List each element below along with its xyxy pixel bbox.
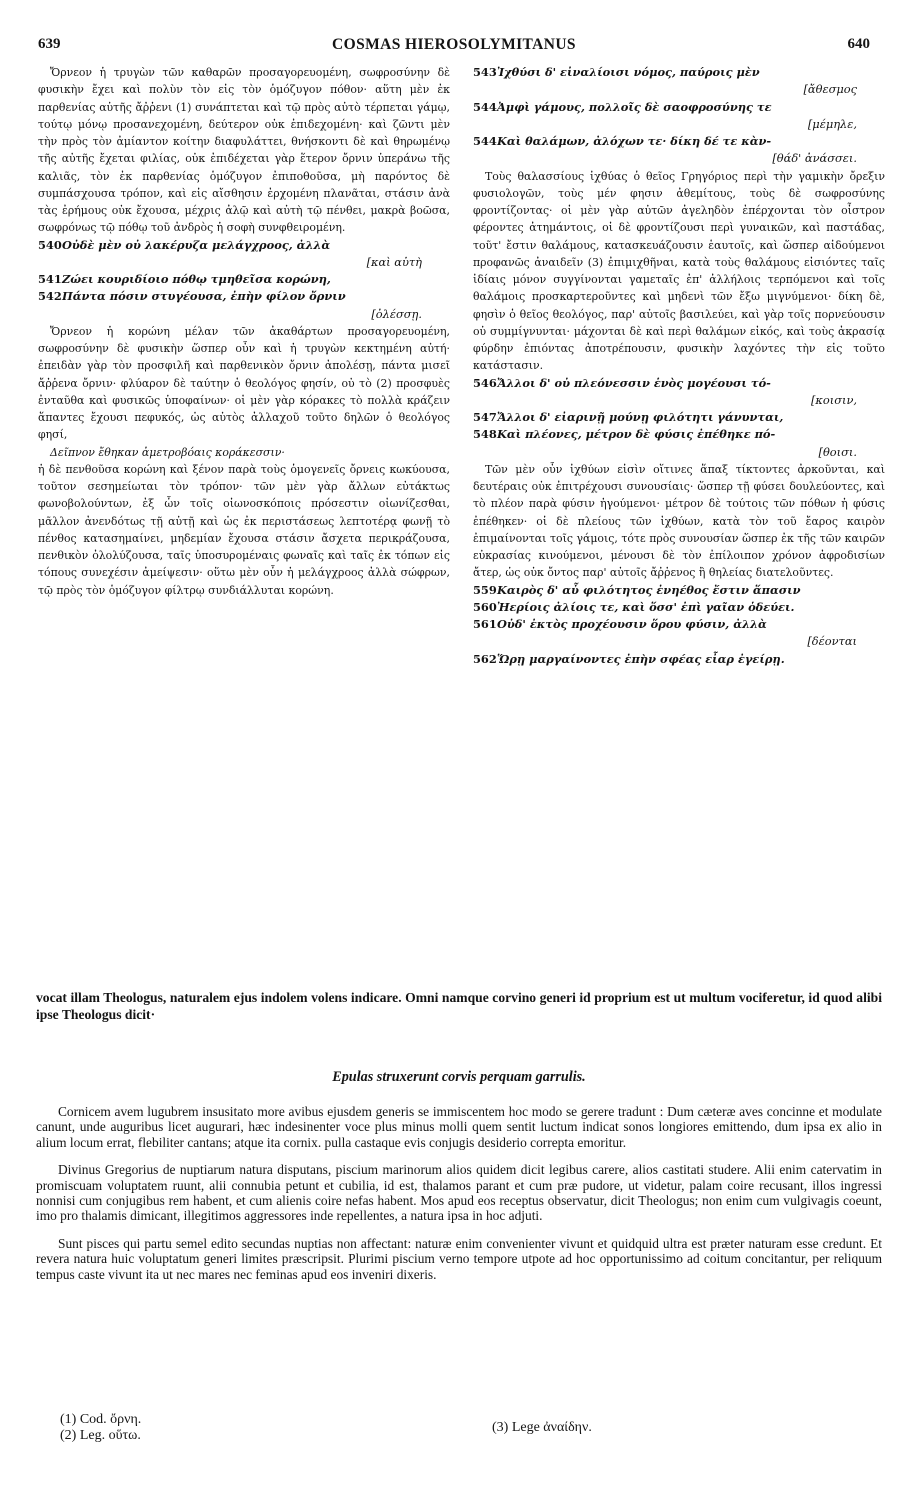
verse-continuation: [ἄθεσμος	[803, 82, 857, 97]
verse-continuation: [θοισι.	[818, 444, 857, 459]
left-column	[38, 64, 450, 599]
verse-number: 562	[473, 651, 497, 666]
verse-text: Ἀμφὶ γάμους, πολλοῖς δὲ σαοφροσύνης τε	[496, 99, 772, 114]
paragraph: Ὄρνεον ἡ κορώνη μέλαν τῶν ἀκαθάρτων προσαγορευομένη, σωφροσύνην δὲ φυσικὴν ὥσπερ οὖν καὶ ἡ τρυγὼν κεκτημένη αὐτή· ἐπειδὰν γὰρ τὸν προσφιλῆ καὶ παρθενικὸν ὄρνιν ἀπολέσῃ, πάντα μισεῖ ἄῤῥενα ὄρνιν· φλύαρον δὲ ταύτην ὁ θεολόγος φησίν, οὐ τὸ (2) προσφυὲς ἐνταῦθα καὶ φυσικῶς ὑποφαίνων· οἱ μὲν γὰρ κόρακες τὸ πολλὰ κράζειν ἅπαντες ἔχουσι πεφυκός, ὡς αὐτὸς ἀλλαχοῦ τοῦτο δηλῶν ὁ θεολόγος φησί,	[38, 324, 450, 442]
verse-continuation: [ὀλέσσῃ.	[371, 306, 422, 321]
verse-number: 540	[38, 237, 62, 252]
paragraph: ἡ δὲ πενθοῦσα κορώνη καὶ ξένον παρὰ τοὺς ὁμογενεῖς ὄρνεις κωκύουσα, τοῦτον σεσημείωται τὸν τρόπον· τῶν μὲν γὰρ ἄλλων εὐτάκτως φωνοβολούντων, ἐξ ὧν τοῖς οἰωνοσκόποις πρόσεστιν οἰωνίζεσθαι, μᾶλλον ἀνενδότως τῇ αὐτῇ καὶ ὡς ἐκ περιστάσεως λεπτοτέρᾳ φωνῇ τὸ πένθος κατασημαίνει, μηδεμίαν ἔχουσα στάσιν ἄσχετα περικράζουσα, πενθικὸν ὀλολύζουσα, ταῖς ὑποσυρομέναις φωναῖς καὶ ταῖς ἐκ τόπων εἰς τόπους συνεχέσιν ἀμείψεσιν· οὕτω μὲν οὖν ἡ μελάγχροος ἀλλὰ σώφρων, τῷ πρὸς τὸν ὁμόζυγον φίλτρῳ συνδιάλλυται κορώνη.	[38, 462, 450, 597]
footnotes-right	[492, 1420, 852, 1436]
running-title: COSMAS HIEROSOLYMITANUS	[332, 36, 576, 53]
verse-line	[473, 99, 885, 134]
verse-text: Οὐδ' ἐκτὸς προχέουσιν ὅρου φύσιν, ἀλλὰ	[496, 617, 767, 631]
verse-line	[473, 582, 885, 599]
verse-text: Καὶ πλέονες, μέτρον δὲ φύσις ἐπέθηκε πό-	[496, 427, 776, 442]
verse-text: Ζώει κουριδίοιο πόθῳ τμηθεῖσα κορώνη,	[61, 272, 331, 286]
verse-block	[473, 375, 885, 461]
verse-number: 561	[473, 617, 497, 631]
footnotes-left	[60, 1412, 440, 1444]
verse-continuation: [κοισιν,	[810, 392, 857, 407]
page-number-left: 639	[38, 36, 61, 52]
verse-text: Ἠερίοις ἀλίοις τε, καὶ ὅσσ' ἐπὶ γαῖαν ὁδεύει.	[496, 599, 795, 614]
verse-number: 546	[473, 375, 497, 390]
paragraph: Ὄρνεον ἡ τρυγὼν τῶν καθαρῶν προσαγορευομένη, σωφροσύνην δὲ φυσικὴν ἔχει καὶ πολὺν τὸν εἰς τὸν ὁμόζυγον πόθον· αὕτη μὲν ἐκ παρθενίας αὐτῆς ἄῤῥενι (1) συνάπτεται καὶ τῷ πρὸς αὐτὸ τέρπεται γάμῳ, τούτῳ μόνῳ προσανεχομένη, δεύτερον οὐκ ἐπιδεχομένη· καὶ ζῶντι μὲν τὴν πρὸς τὸν ἀμίαντον κοίτην διαφυλάττει, θνήσκοντι δὲ καὶ θηρωμένῳ τῆς αὐτῆς ἔχεται φιλίας, οὐκ ἐπιδέχεται γὰρ ἕτερον ὄρνιν ὑπεράνω τῆς καλιᾶς, τὸν ἐκ παρθενίας ὁμόζυγον ἐπιποθοῦσα, μὴ παρόντος δὲ συμπάσχουσα τρόπον, καὶ εἰς αἴσθησιν ἐρχομένη πλανᾶται, στάσιν ἀνὰ τὰς ἐρήμους οὐκ ἔχουσα, μέχρις ἀλῷ καὶ αὐτὴ τῷ πένθει, μακρὰ βοῶσα, σωφρόνως τῷ πόθῳ τοῦ ἀνδρὸς ἡ σοφὴ συνφθειρομένη.	[38, 66, 450, 235]
verse-line	[473, 599, 885, 616]
latin-heading: Epulas struxerunt corvis perquam garrulis.	[332, 1069, 586, 1085]
latin-paragraph: Divinus Gregorius de nuptiarum natura disputans, piscium marinorum alios quidem dicit legibus carere, alios castitati studere. Alii enim catervatim in promiscuam voluptatem ruunt, alii connubia petunt et cubilia, id est, thalamos parant et cum præ pudore, ut videtur, palam coire recusant, illos ingressi nonnisi cum conjugibus rem habent, et cum alienis coire nefas habent. Mos apud eos receptus observatur, dicit Theologus; non enim cum vulgivagis coeunt, imo pro thalamis dimicant, illegitimos aggressores inde repellentes, a natura ipsa in hoc adjuti.	[36, 1162, 882, 1224]
verse-number: 559	[473, 582, 497, 597]
paragraph: Τοὺς θαλασσίους ἰχθύας ὁ θεῖος Γρηγόριος περὶ τὴν γαμικὴν ὄρεξιν φυσιολογῶν, τοὺς μέν φησιν ἀθεμίτους, τοὺς δὲ σωφροσύνης φροντίζοντας· οἱ μὲν γὰρ αὐτῶν ἀγεληδὸν ἐπέρχονται τὸν οἶστρον φέροντες ἀτημάντοις, οἱ δὲ φροντίζουσι περὶ γυναικῶν, καὶ παστάδας, τοῦτ' ἔστιν θαλάμους, κατασκευάζουσιν ἑαυτοῖς, καὶ ὥσπερ αἰδούμενοι προφανῶς ἀναιδεῖν (3) ἐπιμιχθῆναι, κατὰ τοὺς θαλάμους εἰσιόντες ταῖς ἰδίαις μόνον συγγίνονται γαμεταῖς ἐπ' ἀλλήλοις τερπόμενοι καὶ τοῖς θαλάμοις προσκαρτεροῦντες καὶ μηδενὶ τῶν ἔξω μιγνύμενοι· δίκη δὲ, φησὶν ὁ θεῖος θεολόγος, παρ' αὐτοῖς βασιλεύει, καὶ γὰρ τοῖς πορνεύουσιν οὐ συμμίγνυνται· μάχονται δὲ καὶ περὶ θαλάμων εἰκός, καὶ τοὺς ἀκρασίᾳ φύρδην ἐπιόντας ἀποτρέπουσιν, φυσικὴν λαχόντες τὴν εἰς τοῦτο κατάστασιν.	[473, 169, 885, 373]
verse-text: Ἄλλοι δ' οὐ πλεόνεσσιν ἑνὸς μογέουσι τό-	[496, 375, 771, 390]
latin-paragraph: Cornicem avem lugubrem insusitato more avibus ejusdem generis se immiscentem hoc modo se gerere tradunt : Dum cæteræ aves concinne et modulate canunt, unde auguribus licet augurari, hæc indesinenter voce plus minus molli quem sentit luctum indicat sonos longiores emittendo, dum ipsa ex alio in alium locum errat, flebiliter cantans; atque ita cornix. pulla castaque evis conjugis desiderio correpta emoritur.	[36, 1104, 882, 1150]
verse-number: 544	[473, 134, 497, 148]
verse-line	[38, 271, 450, 288]
verse-number: 560	[473, 599, 497, 614]
verse-number: 547	[473, 410, 497, 424]
verse-text: Καὶ θαλάμων, ἀλόχων τε· δίκη δέ τε κὰν-	[496, 134, 772, 148]
verse-text: Ὥρῃ μαργαίνοντες ἐπὴν σφέας εἶαρ ἐγείρῃ.	[496, 651, 785, 666]
verse-block	[473, 64, 885, 168]
latin-paragraph: Sunt pisces qui partu semel edito secundas nuptias non affectant: naturæ enim convenienter vivunt et quidquid ultra est præter naturam esse credunt. Et revera natura huic voluptatum generi limites præscripsit. Plurimi piscium verno tempore utpote ad hoc opportunissimo ad coitum concitantur, per reliquum tempus caste vivunt ita ut nec mares nec feminas apud eos inveniri dixeris.	[36, 1235, 882, 1282]
verse-line	[38, 237, 450, 272]
verse-line	[38, 288, 450, 323]
verse-line	[473, 375, 885, 410]
verse-line	[473, 133, 885, 168]
verse-block	[473, 582, 885, 668]
latin-intro: vocat illam Theologus, naturalem ejus indolem volens indicare. Omni namque corvino generi id proprium est ut multum vociferetur, id quod alibi ipse Theologus dicit·	[36, 990, 882, 1022]
verse-number: 544	[473, 99, 497, 114]
verse-number: 548	[473, 427, 497, 442]
page-number-right: 640	[847, 36, 870, 52]
verse-line	[473, 409, 885, 426]
footnote: (1) Cod. ὄρνη.	[60, 1412, 142, 1427]
paragraph: Τῶν μὲν οὖν ἰχθύων εἰσὶν οἵτινες ἅπαξ τίκτοντες ἀρκοῦνται, καὶ δευτέραις οὐκ ἐπιτρέχουσι συνουσίαις· ὥσπερ τῇ φύσει δουλεύοντες, καὶ τὸ πλέον παρὰ φύσιν ἡγούμενοι· μέτρον δὲ τούτοις τῶν πόθων ἡ φύσις ἐπέθηκεν· οἱ δὲ πλείους τῶν ἰχθύων, κατὰ τὸν τοῦ ἔαρος καιρὸν ἐπιμαίνονται τοῖς γάμοις, τότε πρὸς συνουσίαν ὥσπερ ἐκ τῆς τῶν καιρῶν εὐκρασίας κινούμενοι, μένουσι δὲ τὸν ἐπίλοιπον χρόνον ἀφροδισίων ἄτερ, ὡς οὐκ ὄντος παρ' αὐτοῖς ἄῤῥενος ἢ θηλείας διατελοῦντες.	[473, 462, 885, 580]
verse-number: 542	[38, 289, 62, 304]
verse-block	[38, 237, 450, 323]
footnote: (3) Lege ἀναίδην.	[492, 1420, 592, 1435]
verse-line	[473, 64, 885, 99]
verse-text: Καιρὸς δ' αὖ φιλότητος ἐνηέθος ἔστιν ἅπασιν	[496, 582, 801, 597]
verse-continuation: [θάδ' ἀνάσσει.	[772, 151, 857, 166]
verse-number: 541	[38, 272, 62, 286]
verse-continuation: [καὶ αὐτὴ	[366, 254, 422, 269]
verse-continuation: [μέμηλε,	[807, 116, 857, 131]
verse-text: Ἰχθύσι δ' εἰναλίοισι νόμος, παύροις μὲν	[496, 65, 760, 79]
running-header	[38, 36, 870, 56]
footnote: (2) Leg. οὕτω.	[60, 1428, 141, 1443]
right-column	[473, 64, 885, 668]
verse-line	[473, 616, 885, 651]
verse-line	[473, 651, 885, 668]
verse-text: Οὐδὲ μὲν οὐ λακέρυζα μελάγχροος, ἀλλὰ	[61, 237, 331, 252]
verse-number: 543	[473, 65, 497, 79]
verse-continuation: [δέονται	[807, 634, 857, 649]
verse-text: Πάντα πόσιν στυγέουσα, ἐπὴν φίλον ὄρνιν	[61, 289, 346, 304]
verse-line	[473, 426, 885, 461]
latin-translation	[36, 1104, 882, 1294]
verse-quote: Δεῖπνον ἔθηκαν ἀμετροβόαις κοράκεσσιν·	[49, 445, 285, 459]
verse-text: Ἄλλοι δ' εἰαρινῇ μούνῃ φιλότητι γάνυνται,	[496, 410, 784, 424]
